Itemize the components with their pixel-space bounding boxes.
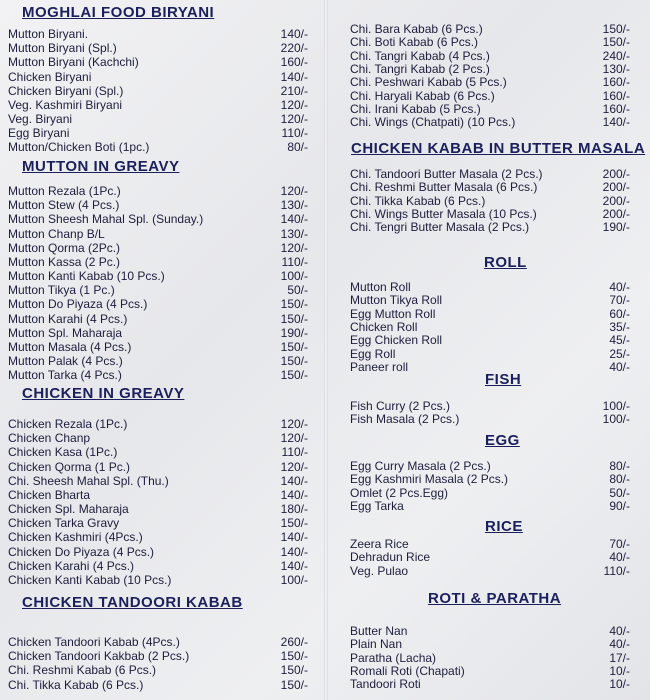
menu-item (8, 431, 308, 445)
menu-item-name: Chi. Tikka Kabab (6 Pcs.) (8, 678, 144, 692)
menu-item (8, 227, 308, 241)
section-title-chicken-kabab-in-butter-masala: CHICKEN KABAB IN BUTTER MASALA (351, 140, 646, 157)
menu-item-name: Mutton Sheesh Mahal Spl. (Sunday.) (8, 212, 204, 226)
menu-item-price: 140/- (280, 474, 308, 488)
menu-item-name: Mutton Tarka (4 Pcs.) (8, 368, 122, 382)
menu-item (350, 399, 630, 413)
menu-item-price: 40/- (609, 280, 630, 294)
menu-item-price: 10/- (609, 677, 630, 691)
menu-item-price: 40/- (609, 360, 630, 374)
menu-item-name: Veg. Kashmiri Biryani (8, 98, 123, 112)
section-title-chicken-tandoori-kabab: CHICKEN TANDOORI KABAB (22, 594, 243, 611)
menu-item-name: Mutton Biryani (Kachchi) (8, 55, 139, 69)
menu-item-name: Fish Masala (2 Pcs.) (350, 412, 460, 426)
menu-item (350, 664, 630, 678)
menu-item (8, 573, 308, 587)
menu-item-name: Chi. Sheesh Mahal Spl. (Thu.) (8, 474, 169, 488)
menu-item-price: 150/- (602, 35, 630, 49)
menu-item-price: 17/- (609, 651, 630, 665)
menu-item-name: Dehradun Rice (350, 550, 431, 564)
menu-item-price: 110/- (281, 126, 308, 140)
menu-item-price: 160/- (602, 102, 630, 116)
menu-item-name: Mutton Tikya Roll (350, 293, 443, 307)
menu-item-name: Paratha (Lacha) (350, 651, 437, 665)
menu-item-price: 140/- (602, 115, 630, 129)
menu-item (350, 677, 630, 691)
menu-item (350, 75, 630, 89)
menu-item-price: 150/- (280, 678, 308, 692)
menu-item-price: 200/- (602, 167, 630, 181)
menu-item (8, 297, 308, 311)
menu-item (8, 126, 308, 140)
menu-item (350, 102, 630, 116)
menu-item-name: Chi. Tengri Butter Masala (2 Pcs.) (350, 220, 530, 234)
menu-item (8, 635, 308, 649)
menu-item-price: 100/- (280, 269, 308, 283)
menu-item-price: 140/- (280, 559, 308, 573)
menu-item (350, 537, 630, 551)
menu-item-name: Mutton Roll (350, 280, 411, 294)
menu-item-price: 150/- (280, 649, 308, 663)
menu-item-price: 120/- (280, 241, 308, 255)
menu-item-price: 10/- (609, 664, 630, 678)
menu-item (350, 280, 630, 294)
menu-item (8, 140, 308, 154)
menu-item-name: Chi. Tangri Kabab (4 Pcs.) (350, 49, 490, 63)
menu-item (8, 84, 308, 98)
section-title-rice: RICE (485, 518, 523, 535)
menu-item-price: 120/- (280, 184, 308, 198)
menu-item-name: Egg Tarka (350, 499, 404, 513)
menu-item (350, 472, 630, 486)
menu-item-name: Chi. Peshwari Kabab (5 Pcs.) (350, 75, 507, 89)
section-title-moghlai-food-biryani: MOGHLAI FOOD BIRYANI (22, 4, 215, 21)
menu-item (350, 62, 630, 76)
menu-item-price: 210/- (280, 84, 308, 98)
section-title-roti-paratha: ROTI & PARATHA (428, 590, 562, 607)
menu-item-name: Mutton Tikya (1 Pc.) (8, 283, 115, 297)
menu-item (8, 241, 308, 255)
menu-item-name: Romali Roti (Chapati) (350, 664, 465, 678)
menu-item-price: 150/- (280, 354, 308, 368)
menu-item-price: 140/- (280, 212, 308, 226)
menu-item (8, 545, 308, 559)
menu-item-price: 140/- (280, 70, 308, 84)
menu-item (8, 212, 308, 226)
menu-item-name: Chicken Kanti Kabab (10 Pcs.) (8, 573, 172, 587)
menu-item-name: Mutton Karahi (4 Pcs.) (8, 312, 128, 326)
menu-item (8, 663, 308, 677)
menu-item (350, 220, 630, 234)
menu-item-price: 140/- (280, 488, 308, 502)
menu-item-name: Mutton Palak (4 Pcs.) (8, 354, 123, 368)
menu-item (350, 167, 630, 181)
menu-item-price: 200/- (602, 207, 630, 221)
menu-item (350, 320, 630, 334)
menu-item-name: Mutton Kanti Kabab (10 Pcs.) (8, 269, 165, 283)
menu-item (350, 207, 630, 221)
menu-item (8, 112, 308, 126)
menu-item-price: 40/- (609, 624, 630, 638)
menu-item-name: Mutton Qorma (2Pc.) (8, 241, 121, 255)
menu-item (350, 35, 630, 49)
menu-item-price: 100/- (602, 399, 630, 413)
menu-item-name: Mutton Spl. Maharaja (8, 326, 123, 340)
menu-item-price: 180/- (280, 502, 308, 516)
menu-item-price: 140/- (280, 530, 308, 544)
menu-item (8, 70, 308, 84)
menu-item-price: 70/- (609, 537, 630, 551)
menu-item-price: 80/- (609, 459, 630, 473)
menu-item-price: 150/- (280, 312, 308, 326)
section-title-mutton-in-greavy: MUTTON IN GREAVY (22, 158, 180, 175)
menu-item (8, 460, 308, 474)
menu-item-name: Egg Roll (350, 347, 396, 361)
menu-item-price: 160/- (602, 89, 630, 103)
menu-item-name: Fish Curry (2 Pcs.) (350, 399, 451, 413)
menu-item (350, 180, 630, 194)
menu-item-name: Mutton Do Piyaza (4 Pcs.) (8, 297, 148, 311)
menu-item-name: Omlet (2 Pcs.Egg) (350, 486, 449, 500)
menu-item-price: 220/- (280, 41, 308, 55)
menu-item-name: Chicken Tandoori Kabab (4Pcs.) (8, 635, 180, 649)
menu-item (8, 269, 308, 283)
menu-item (8, 488, 308, 502)
menu-item (8, 55, 308, 69)
menu-item (350, 499, 630, 513)
menu-item-price: 80/- (609, 472, 630, 486)
menu-item-price: 150/- (280, 340, 308, 354)
menu-item-price: 150/- (280, 516, 308, 530)
menu-item (8, 41, 308, 55)
menu-item-price: 200/- (602, 180, 630, 194)
menu-item-name: Egg Chicken Roll (350, 333, 443, 347)
menu-item-price: 120/- (280, 98, 308, 112)
menu-item-price: 110/- (281, 445, 308, 459)
menu-item (8, 649, 308, 663)
menu-item-name: Chi. Reshmi Butter Masala (6 Pcs.) (350, 180, 538, 194)
menu-item (8, 678, 308, 692)
menu-item (8, 340, 308, 354)
menu-item-name: Chi. Wings Butter Masala (10 Pcs.) (350, 207, 537, 221)
menu-item (8, 198, 308, 212)
menu-item (350, 550, 630, 564)
menu-item-name: Chicken Biryani (Spl.) (8, 84, 124, 98)
menu-item-name: Egg Biryani (8, 126, 70, 140)
menu-item-name: Zeera Rice (350, 537, 409, 551)
menu-item-name: Chi. Boti Kabab (6 Pcs.) (350, 35, 479, 49)
menu-item-price: 140/- (280, 27, 308, 41)
menu-item-name: Chi. Reshmi Kabab (6 Pcs.) (8, 663, 157, 677)
menu-item (350, 194, 630, 208)
menu-item-name: Chicken Chanp (8, 431, 91, 445)
menu-item-price: 130/- (280, 227, 308, 241)
menu-item-name: Chi. Haryali Kabab (6 Pcs.) (350, 89, 495, 103)
menu-item-name: Chicken Do Piyaza (4 Pcs.) (8, 545, 155, 559)
menu-item-price: 240/- (602, 49, 630, 63)
menu-item (350, 115, 630, 129)
menu-item (8, 516, 308, 530)
menu-item-name: Chicken Tarka Gravy (8, 516, 120, 530)
menu-item (350, 459, 630, 473)
menu-item-price: 120/- (280, 460, 308, 474)
menu-item (8, 184, 308, 198)
menu-item-name: Veg. Pulao (350, 564, 409, 578)
menu-item-name: Mutton/Chicken Boti (1pc.) (8, 140, 150, 154)
menu-item-name: Egg Mutton Roll (350, 307, 436, 321)
menu-item-price: 40/- (609, 637, 630, 651)
menu-item-name: Veg. Biryani (8, 112, 73, 126)
menu-item (350, 293, 630, 307)
menu-item-price: 190/- (602, 220, 630, 234)
menu-item-price: 120/- (280, 431, 308, 445)
menu-item (8, 417, 308, 431)
menu-item-price: 260/- (280, 635, 308, 649)
menu-item-name: Chi. Wings (Chatpati) (10 Pcs.) (350, 115, 516, 129)
menu-item (350, 22, 630, 36)
menu-item (350, 49, 630, 63)
menu-item (350, 333, 630, 347)
menu-item-price: 110/- (281, 255, 308, 269)
menu-item (350, 307, 630, 321)
menu-item-price: 160/- (602, 75, 630, 89)
menu-item-name: Mutton Rezala (1Pc.) (8, 184, 121, 198)
menu-item (350, 347, 630, 361)
menu-item-price: 110/- (603, 564, 630, 578)
menu-item-name: Mutton Chanp B/L (8, 227, 105, 241)
menu-item-price: 120/- (280, 112, 308, 126)
menu-item-price: 35/- (609, 320, 630, 334)
menu-item-name: Chicken Kashmiri (4Pcs.) (8, 530, 143, 544)
menu-item-price: 130/- (280, 198, 308, 212)
menu-item-price: 25/- (609, 347, 630, 361)
menu-item-price: 45/- (609, 333, 630, 347)
menu-item-price: 60/- (609, 307, 630, 321)
menu-item-name: Chicken Biryani (8, 70, 92, 84)
menu-item-name: Paneer roll (350, 360, 409, 374)
menu-item-name: Chicken Bharta (8, 488, 91, 502)
menu-item-price: 100/- (602, 412, 630, 426)
section-title-chicken-in-greavy: CHICKEN IN GREAVY (22, 385, 185, 402)
menu-item (350, 412, 630, 426)
menu-item-name: Chi. Tandoori Butter Masala (2 Pcs.) (350, 167, 543, 181)
menu-item (8, 559, 308, 573)
menu-item-name: Egg Curry Masala (2 Pcs.) (350, 459, 491, 473)
menu-item (350, 651, 630, 665)
page-fold (324, 0, 328, 700)
menu-item-name: Chi. Irani Kabab (5 Pcs.) (350, 102, 481, 116)
menu-item-price: 160/- (280, 55, 308, 69)
menu-item (8, 98, 308, 112)
menu-item-name: Plain Nan (350, 637, 403, 651)
menu-item (8, 474, 308, 488)
menu-item-price: 50/- (287, 283, 308, 297)
section-title-egg: EGG (485, 432, 520, 449)
section-title-fish: FISH (485, 371, 522, 388)
menu-item-name: Chicken Karahi (4 Pcs.) (8, 559, 135, 573)
menu-item (8, 502, 308, 516)
menu-item (8, 27, 308, 41)
menu-item-price: 40/- (609, 550, 630, 564)
menu-item-name: Chicken Roll (350, 320, 418, 334)
menu-item-name: Tandoori Roti (350, 677, 421, 691)
menu-item (8, 445, 308, 459)
menu-item (8, 354, 308, 368)
menu-item-name: Mutton Stew (4 Pcs.) (8, 198, 120, 212)
menu-item (8, 283, 308, 297)
menu-item-price: 200/- (602, 194, 630, 208)
menu-item-price: 130/- (602, 62, 630, 76)
menu-item-name: Mutton Biryani. (8, 27, 89, 41)
section-title-roll: ROLL (484, 254, 527, 271)
menu-item-name: Mutton Biryani (Spl.) (8, 41, 117, 55)
menu-item (8, 312, 308, 326)
menu-item-price: 70/- (609, 293, 630, 307)
menu-item (8, 368, 308, 382)
menu-item-price: 150/- (602, 22, 630, 36)
menu-item-name: Chi. Tangri Kabab (2 Pcs.) (350, 62, 490, 76)
menu-item (8, 255, 308, 269)
menu-item (350, 486, 630, 500)
menu-item (8, 326, 308, 340)
menu-item (350, 564, 630, 578)
menu-item-name: Butter Nan (350, 624, 408, 638)
menu-item-name: Chi. Tikka Kabab (6 Pcs.) (350, 194, 486, 208)
menu-item-name: Mutton Kassa (2 Pc.) (8, 255, 121, 269)
menu-item-name: Chi. Bara Kabab (6 Pcs.) (350, 22, 483, 36)
menu-item-price: 80/- (287, 140, 308, 154)
menu-item (350, 624, 630, 638)
menu-item-price: 190/- (280, 326, 308, 340)
menu-item-name: Chicken Rezala (1Pc.) (8, 417, 128, 431)
menu-item-price: 150/- (280, 368, 308, 382)
menu-item-name: Chicken Qorma (1 Pc.) (8, 460, 131, 474)
menu-item-name: Chicken Spl. Maharaja (8, 502, 129, 516)
menu-item-name: Mutton Masala (4 Pcs.) (8, 340, 132, 354)
menu-item-price: 100/- (280, 573, 308, 587)
menu-item-name: Chicken Kasa (1Pc.) (8, 445, 118, 459)
menu-item-price: 150/- (280, 663, 308, 677)
menu-item (350, 637, 630, 651)
menu-item (8, 530, 308, 544)
menu-item-price: 90/- (609, 499, 630, 513)
menu-item-price: 50/- (609, 486, 630, 500)
menu-item-price: 120/- (280, 417, 308, 431)
menu-item-price: 140/- (280, 545, 308, 559)
menu-item-name: Chicken Tandoori Kakbab (2 Pcs.) (8, 649, 190, 663)
menu-item-name: Egg Kashmiri Masala (2 Pcs.) (350, 472, 509, 486)
menu-item (350, 89, 630, 103)
menu-item-price: 150/- (280, 297, 308, 311)
